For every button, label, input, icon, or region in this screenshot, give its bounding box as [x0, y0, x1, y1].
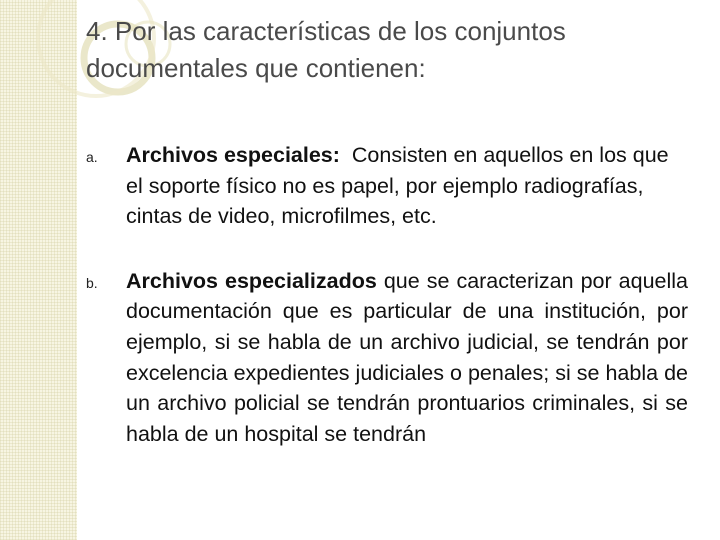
item-marker: a. — [86, 149, 98, 165]
item-description: Consisten en aquellos en los que el soporte físico no es papel, por ejemplo radiografías, cintas de video, microfilmes, etc. — [126, 143, 669, 229]
item-body — [126, 140, 688, 232]
item-list — [86, 140, 688, 449]
item-body — [126, 266, 688, 450]
list-item-a — [86, 140, 688, 232]
slide-title: 4. Por las características de los conjuntos documentales que contienen: — [86, 16, 566, 83]
item-marker: b. — [86, 274, 98, 291]
item-term: Archivos especiales: — [126, 143, 340, 167]
item-description: que se caracterizan por aquella documentación que es particular de una institución, por ejemplo, si se habla de un archivo judicial, se tendrán por excelencia expedientes judiciales o penales; si se habla de un archivo policial se tendrán prontuarios criminales, si se habla de un hospital se tendrán — [126, 268, 688, 446]
list-item-b — [86, 266, 688, 450]
item-term: Archivos especializados — [126, 268, 377, 293]
